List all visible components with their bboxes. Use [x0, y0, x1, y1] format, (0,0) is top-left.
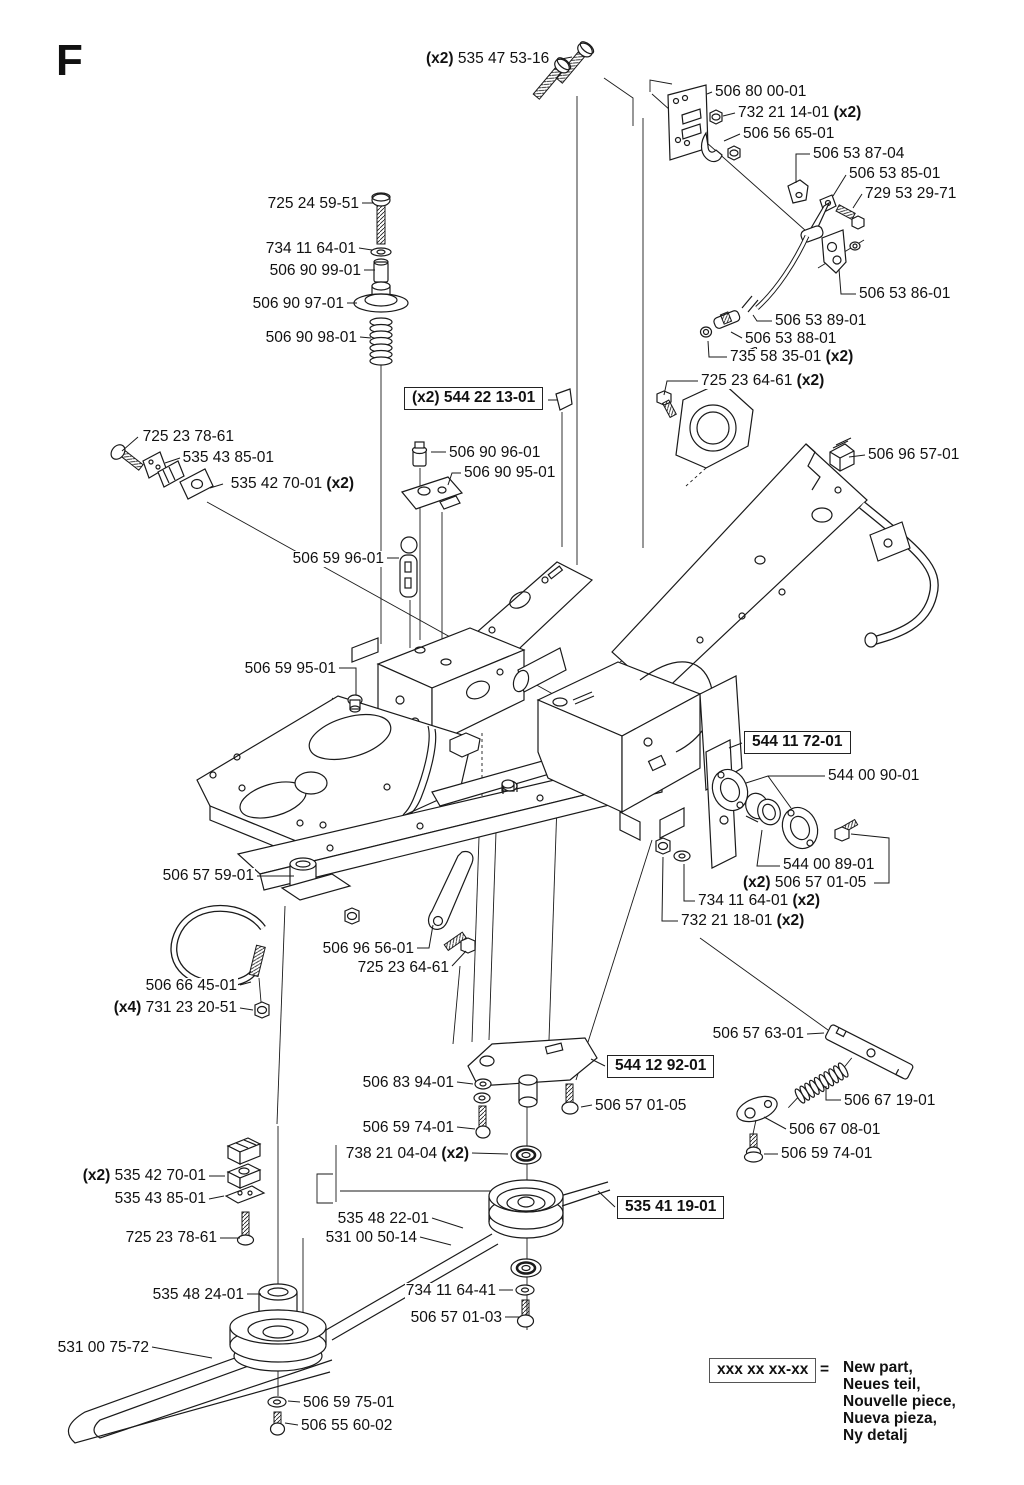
part-label-535-48-24-01: 535 48 24-01 [152, 1286, 244, 1303]
part-label-506-57-01-05: (x2) 506 57 01-05 [743, 874, 867, 891]
part-label-729-53-29-71: 729 53 29-71 [865, 185, 957, 202]
brake-lever [429, 852, 475, 953]
legend-line-es: Nueva pieza, [843, 1410, 937, 1427]
legend-part-number-box: xxx xx xx-xx [709, 1358, 816, 1383]
figure-letter: F [56, 36, 84, 85]
part-label-506-90-96-01: 506 90 96-01 [449, 444, 541, 461]
part-label-735-58-35-01: 735 58 35-01 (x2) [730, 348, 854, 365]
part-label-506-59-75-01: 506 59 75-01 [303, 1394, 395, 1411]
part-label-506-90-95-01: 506 90 95-01 [464, 464, 556, 481]
part-label-506-59-96-01: 506 59 96-01 [292, 550, 384, 567]
part-label-506-96-56-01: 506 96 56-01 [322, 940, 414, 957]
shift-handle [400, 537, 417, 597]
part-label-725-23-64-61: 725 23 64-61 [357, 959, 449, 976]
part-label-506-67-08-01: 506 67 08-01 [789, 1121, 881, 1138]
part-label-506-66-45-01: 506 66 45-01 [145, 977, 237, 994]
part-label-506-53-87-04: 506 53 87-04 [813, 145, 905, 162]
part-label-506-90-98-01: 506 90 98-01 [265, 329, 357, 346]
part-label-506-80-00-01: 506 80 00-01 [715, 83, 807, 100]
part-label-734-11-64-41: 734 11 64-41 [405, 1282, 496, 1299]
legend-line-sv: Ny detalj [843, 1427, 908, 1444]
part-label-535-48-22-01: 535 48 22-01 [337, 1210, 429, 1227]
part-label-535-43-85-01: 535 43 85-01 [114, 1190, 206, 1207]
part-label-506-53-85-01: 506 53 85-01 [849, 165, 941, 182]
part-label-732-21-18-01: 732 21 18-01 (x2) [681, 912, 805, 929]
legend-equals-sign: = [820, 1361, 830, 1378]
part-label-506-55-60-02: 506 55 60-02 [301, 1417, 393, 1434]
part-label-725-23-64-61: 725 23 64-61 (x2) [701, 372, 825, 389]
part-label-506-57-01-05: 506 57 01-05 [595, 1097, 687, 1114]
part-label-535-42-70-01: 535 42 70-01 (x2) [230, 475, 354, 492]
legend-line-de: Neues teil, [843, 1376, 921, 1393]
part-label-506-96-57-01: 506 96 57-01 [868, 446, 960, 463]
idler-arm [468, 1038, 597, 1138]
part-label-544-00-89-01: 544 00 89-01 [783, 856, 875, 873]
bottom-clamp-stack [226, 1138, 264, 1245]
part-label-506-67-19-01: 506 67 19-01 [844, 1092, 936, 1109]
part-label-544-11-72-01: 544 11 72-01 [744, 731, 851, 754]
part-label-506-57-59-01: 506 57 59-01 [162, 867, 254, 884]
part-label-535-47-53-16: (x2) 535 47 53-16 [426, 50, 550, 67]
part-label-725-24-59-51: 725 24 59-51 [267, 195, 359, 212]
deck-bolt [348, 695, 362, 712]
part-label-506-53-86-01: 506 53 86-01 [859, 285, 951, 302]
legend-line-fr: Nouvelle piece, [843, 1393, 956, 1410]
part-label-544-12-92-01: 544 12 92-01 [607, 1055, 714, 1078]
part-label-535-42-70-01: (x2) 535 42 70-01 [82, 1167, 206, 1184]
part-label-734-11-64-01: 734 11 64-01 [265, 240, 356, 257]
part-label-531-00-50-14: 531 00 50-14 [325, 1229, 417, 1246]
part-label-731-23-20-51: (x4) 731 23 20-51 [113, 999, 237, 1016]
part-label-734-11-64-01: 734 11 64-01 (x2) [698, 892, 821, 909]
part-label-506-59-74-01: 506 59 74-01 [781, 1145, 873, 1162]
part-label-506-57-01-03: 506 57 01-03 [410, 1309, 502, 1326]
part-label-732-21-14-01: 732 21 14-01 (x2) [738, 104, 862, 121]
part-label-544-22-13-01: (x2) 544 22 13-01 [404, 387, 543, 410]
part-label-506-83-94-01: 506 83 94-01 [362, 1074, 454, 1091]
part-label-506-59-74-01: 506 59 74-01 [362, 1119, 454, 1136]
part-label-535-41-19-01: 535 41 19-01 [617, 1196, 724, 1219]
part-label-535-43-85-01: 535 43 85-01 [182, 449, 274, 466]
part-label-506-90-99-01: 506 90 99-01 [269, 262, 361, 279]
legend-line-en: New part, [843, 1359, 913, 1376]
left-screw-stack [354, 193, 408, 365]
part-label-531-00-75-72: 531 00 75-72 [57, 1339, 149, 1356]
part-label-506-90-97-01: 506 90 97-01 [252, 295, 344, 312]
part-label-506-56-65-01: 506 56 65-01 [743, 125, 835, 142]
part-label-506-59-95-01: 506 59 95-01 [244, 660, 336, 677]
part-label-738-21-04-04: 738 21 04-04 (x2) [345, 1145, 469, 1162]
part-label-725-23-78-61: 725 23 78-61 [142, 428, 234, 445]
part-label-544-00-90-01: 544 00 90-01 [828, 767, 920, 784]
part-label-506-53-89-01: 506 53 89-01 [775, 312, 867, 329]
part-label-506-53-88-01: 506 53 88-01 [745, 330, 837, 347]
part-label-506-57-63-01: 506 57 63-01 [712, 1025, 804, 1042]
part-label-725-23-78-61: 725 23 78-61 [125, 1229, 217, 1246]
engine-pulley-stack [68, 1284, 332, 1443]
